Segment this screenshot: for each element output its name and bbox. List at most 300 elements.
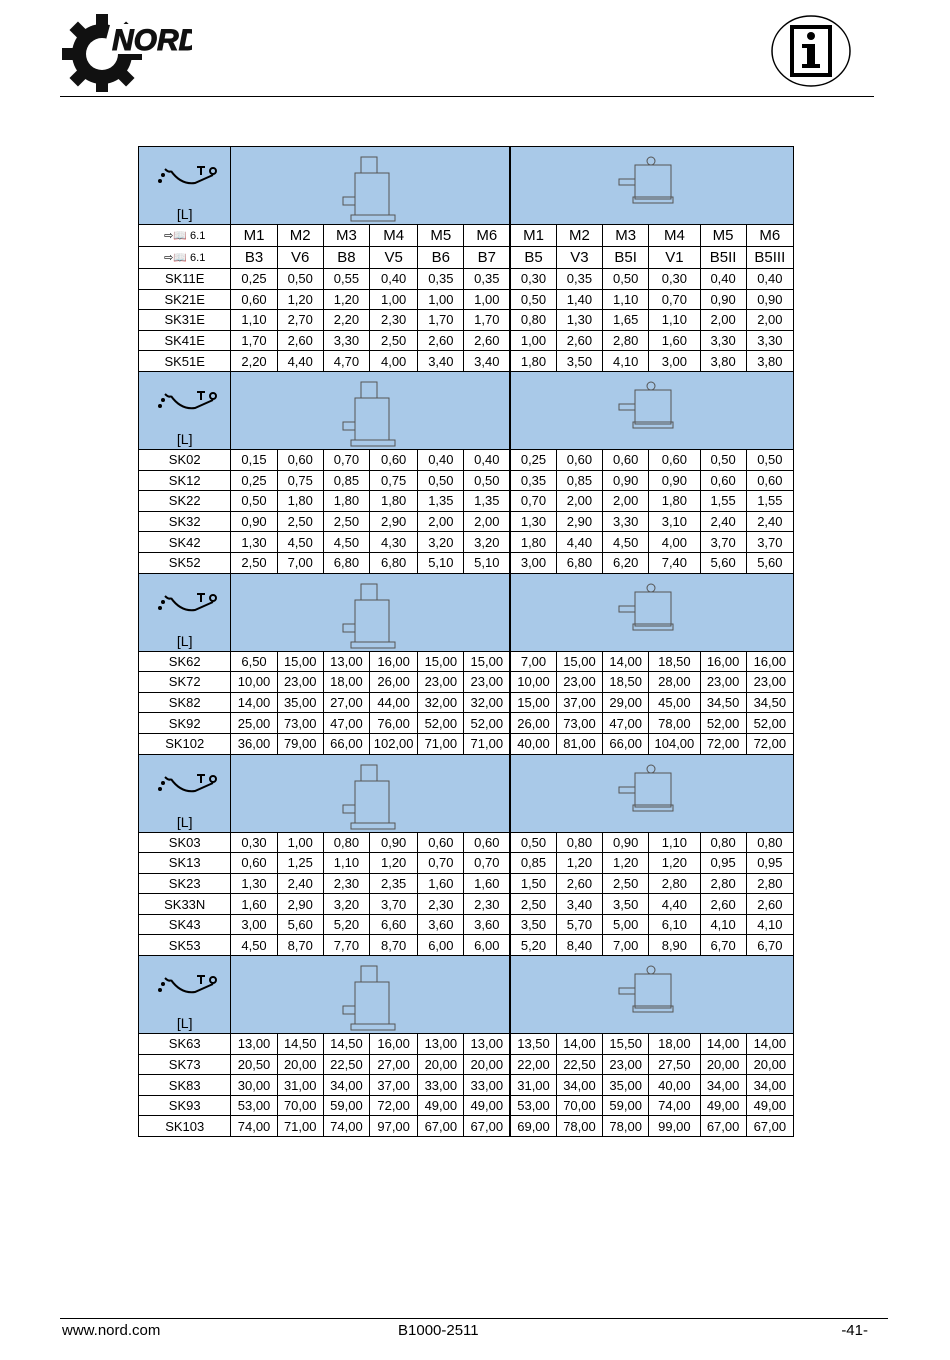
quantity-cell: 6,50 — [231, 651, 277, 672]
mounting-label: B5III — [746, 247, 793, 269]
quantity-cell: 2,50 — [370, 330, 418, 351]
quantity-cell: 2,35 — [370, 873, 418, 894]
quantity-cell: 16,00 — [746, 651, 793, 672]
quantity-cell: 20,00 — [746, 1054, 793, 1075]
mounting-label: B5 — [510, 247, 556, 269]
quantity-cell: 71,00 — [277, 1116, 323, 1137]
quantity-cell: 45,00 — [649, 692, 700, 713]
position-label: M6 — [746, 225, 793, 247]
quantity-cell: 3,20 — [464, 532, 510, 553]
quantity-cell: 0,25 — [231, 269, 277, 290]
quantity-cell: 0,90 — [370, 832, 418, 853]
quantity-cell: 14,00 — [231, 692, 277, 713]
quantity-cell: 0,80 — [746, 832, 793, 853]
quantity-cell: 23,00 — [700, 672, 746, 693]
gear-unit-foot-mounted-image — [231, 754, 510, 832]
quantity-cell: 1,80 — [370, 491, 418, 512]
quantity-cell: 13,00 — [323, 651, 369, 672]
quantity-cell: 0,25 — [510, 449, 556, 470]
table-row — [139, 289, 794, 310]
quantity-cell: 1,70 — [418, 310, 464, 331]
quantity-cell: 1,50 — [510, 873, 556, 894]
quantity-cell: 2,80 — [649, 873, 700, 894]
mounting-label: B3 — [231, 247, 277, 269]
quantity-cell: 22,00 — [510, 1054, 556, 1075]
mounting-label: V3 — [556, 247, 602, 269]
quantity-cell: 1,80 — [510, 532, 556, 553]
quantity-cell: 18,50 — [649, 651, 700, 672]
mounting-label: B5I — [603, 247, 649, 269]
quantity-cell: 4,00 — [649, 532, 700, 553]
model-cell: SK31E — [139, 310, 231, 331]
gear-unit-foot-mounted-image — [231, 956, 510, 1034]
quantity-cell: 22,50 — [323, 1054, 369, 1075]
mounting-label: B7 — [464, 247, 510, 269]
position-label: M2 — [556, 225, 602, 247]
quantity-cell: 20,00 — [700, 1054, 746, 1075]
quantity-cell: 2,50 — [510, 894, 556, 915]
quantity-cell: 1,80 — [649, 491, 700, 512]
gear-unit-flange-mounted-image — [510, 573, 793, 651]
table-row — [139, 552, 794, 573]
quantity-cell: 99,00 — [649, 1116, 700, 1137]
quantity-cell: 2,40 — [700, 511, 746, 532]
quantity-cell: 5,10 — [464, 552, 510, 573]
quantity-cell: 22,50 — [556, 1054, 602, 1075]
quantity-cell: 8,90 — [649, 935, 700, 956]
quantity-cell: 0,75 — [277, 470, 323, 491]
quantity-cell: 4,40 — [556, 532, 602, 553]
quantity-cell: 37,00 — [370, 1075, 418, 1096]
quantity-cell: 0,40 — [746, 269, 793, 290]
section-header — [139, 573, 794, 651]
nord-logo — [62, 10, 192, 92]
unit-label: [L] — [176, 813, 193, 830]
quantity-cell: 15,00 — [418, 651, 464, 672]
quantity-cell: 2,90 — [556, 511, 602, 532]
quantity-cell: 15,00 — [464, 651, 510, 672]
quantity-cell: 1,20 — [556, 853, 602, 874]
quantity-cell: 3,00 — [649, 351, 700, 372]
quantity-cell: 0,15 — [231, 449, 277, 470]
quantity-cell: 1,00 — [370, 289, 418, 310]
quantity-cell: 35,00 — [603, 1075, 649, 1096]
quantity-cell: 3,60 — [418, 914, 464, 935]
quantity-cell: 40,00 — [510, 733, 556, 754]
quantity-cell: 81,00 — [556, 733, 602, 754]
quantity-cell: 0,60 — [370, 449, 418, 470]
quantity-cell: 10,00 — [231, 672, 277, 693]
quantity-cell: 0,90 — [649, 470, 700, 491]
quantity-cell: 3,50 — [603, 894, 649, 915]
quantity-cell: 52,00 — [746, 713, 793, 734]
model-cell: SK12 — [139, 470, 231, 491]
quantity-cell: 3,50 — [510, 914, 556, 935]
quantity-cell: 0,25 — [231, 470, 277, 491]
quantity-cell: 3,30 — [323, 330, 369, 351]
quantity-cell: 3,70 — [370, 894, 418, 915]
quantity-cell: 8,70 — [277, 935, 323, 956]
quantity-cell: 5,60 — [700, 552, 746, 573]
quantity-cell: 2,60 — [556, 873, 602, 894]
quantity-cell: 15,00 — [277, 651, 323, 672]
table-row — [139, 310, 794, 331]
table-row — [139, 713, 794, 734]
quantity-cell: 74,00 — [231, 1116, 277, 1137]
table-row — [139, 894, 794, 915]
quantity-cell: 53,00 — [510, 1095, 556, 1116]
quantity-cell: 1,80 — [323, 491, 369, 512]
gear-unit-foot-mounted-image — [231, 371, 510, 449]
quantity-cell: 1,35 — [418, 491, 464, 512]
model-cell: SK21E — [139, 289, 231, 310]
quantity-cell: 74,00 — [323, 1116, 369, 1137]
quantity-cell: 0,35 — [510, 470, 556, 491]
quantity-cell: 1,35 — [464, 491, 510, 512]
quantity-cell: 78,00 — [556, 1116, 602, 1137]
quantity-cell: 32,00 — [418, 692, 464, 713]
quantity-cell: 0,90 — [231, 511, 277, 532]
quantity-cell: 0,50 — [464, 470, 510, 491]
quantity-cell: 4,70 — [323, 351, 369, 372]
unit-label: [L] — [176, 430, 193, 447]
model-cell: SK73 — [139, 1054, 231, 1075]
quantity-cell: 15,00 — [556, 651, 602, 672]
gear-unit-flange-mounted-image — [510, 956, 793, 1034]
quantity-cell: 7,40 — [649, 552, 700, 573]
quantity-cell: 2,30 — [418, 894, 464, 915]
quantity-cell: 33,00 — [418, 1075, 464, 1096]
table-row — [139, 873, 794, 894]
quantity-cell: 16,00 — [370, 651, 418, 672]
quantity-cell: 52,00 — [700, 713, 746, 734]
quantity-cell: 104,00 — [649, 733, 700, 754]
quantity-cell: 6,20 — [603, 552, 649, 573]
footer-doc-number: B1000-2511 — [398, 1322, 479, 1339]
quantity-cell: 0,70 — [510, 491, 556, 512]
info-icon — [770, 14, 852, 88]
table-row — [139, 351, 794, 372]
quantity-cell: 23,00 — [464, 672, 510, 693]
quantity-cell: 0,60 — [603, 449, 649, 470]
quantity-cell: 0,35 — [464, 269, 510, 290]
gear-unit-foot-mounted-image — [231, 573, 510, 651]
quantity-cell: 0,30 — [231, 832, 277, 853]
quantity-cell: 59,00 — [323, 1095, 369, 1116]
quantity-cell: 66,00 — [603, 733, 649, 754]
quantity-cell: 35,00 — [277, 692, 323, 713]
quantity-cell: 79,00 — [277, 733, 323, 754]
header-rule — [60, 96, 874, 97]
quantity-cell: 3,30 — [746, 330, 793, 351]
quantity-cell: 0,90 — [603, 470, 649, 491]
model-cell: SK22 — [139, 491, 231, 512]
model-cell: SK72 — [139, 672, 231, 693]
table-row — [139, 330, 794, 351]
quantity-cell: 4,40 — [277, 351, 323, 372]
quantity-cell: 73,00 — [556, 713, 602, 734]
quantity-cell: 6,70 — [746, 935, 793, 956]
quantity-cell: 14,00 — [556, 1034, 602, 1055]
quantity-cell: 5,60 — [746, 552, 793, 573]
quantity-cell: 0,30 — [510, 269, 556, 290]
quantity-cell: 1,10 — [231, 310, 277, 331]
quantity-cell: 40,00 — [649, 1075, 700, 1096]
quantity-cell: 67,00 — [418, 1116, 464, 1137]
quantity-cell: 8,70 — [370, 935, 418, 956]
table-row — [139, 853, 794, 874]
quantity-cell: 0,70 — [464, 853, 510, 874]
quantity-cell: 0,70 — [418, 853, 464, 874]
quantity-cell: 32,00 — [464, 692, 510, 713]
quantity-cell: 2,60 — [464, 330, 510, 351]
quantity-cell: 2,30 — [323, 873, 369, 894]
table-row — [139, 1075, 794, 1096]
table-row — [139, 672, 794, 693]
model-cell: SK41E — [139, 330, 231, 351]
table-row — [139, 832, 794, 853]
quantity-cell: 0,35 — [556, 269, 602, 290]
quantity-cell: 14,00 — [700, 1034, 746, 1055]
quantity-cell: 0,50 — [746, 449, 793, 470]
quantity-cell: 0,40 — [370, 269, 418, 290]
quantity-cell: 0,85 — [323, 470, 369, 491]
footer-website: www.nord.com — [62, 1322, 161, 1339]
quantity-cell: 0,55 — [323, 269, 369, 290]
quantity-cell: 6,00 — [464, 935, 510, 956]
quantity-cell: 4,10 — [746, 914, 793, 935]
model-cell: SK13 — [139, 853, 231, 874]
quantity-cell: 0,60 — [231, 289, 277, 310]
quantity-cell: 3,30 — [603, 511, 649, 532]
quantity-cell: 1,25 — [277, 853, 323, 874]
quantity-cell: 37,00 — [556, 692, 602, 713]
quantity-cell: 0,80 — [700, 832, 746, 853]
quantity-cell: 1,00 — [464, 289, 510, 310]
quantity-cell: 0,85 — [510, 853, 556, 874]
quantity-cell: 34,50 — [746, 692, 793, 713]
quantity-cell: 34,00 — [323, 1075, 369, 1096]
quantity-cell: 31,00 — [510, 1075, 556, 1096]
quantity-cell: 67,00 — [464, 1116, 510, 1137]
quantity-cell: 72,00 — [746, 733, 793, 754]
table-row — [139, 449, 794, 470]
quantity-cell: 27,00 — [370, 1054, 418, 1075]
mounting-type-row — [139, 247, 794, 269]
position-label: M3 — [603, 225, 649, 247]
table-row — [139, 651, 794, 672]
section-header — [139, 754, 794, 832]
position-label: M4 — [370, 225, 418, 247]
quantity-cell: 70,00 — [277, 1095, 323, 1116]
quantity-cell: 27,50 — [649, 1054, 700, 1075]
quantity-cell: 14,50 — [277, 1034, 323, 1055]
quantity-cell: 1,55 — [746, 491, 793, 512]
quantity-cell: 2,80 — [746, 873, 793, 894]
mounting-label: V5 — [370, 247, 418, 269]
quantity-cell: 2,40 — [746, 511, 793, 532]
quantity-cell: 0,80 — [510, 310, 556, 331]
quantity-cell: 2,30 — [464, 894, 510, 915]
quantity-cell: 6,00 — [418, 935, 464, 956]
quantity-cell: 1,30 — [510, 511, 556, 532]
quantity-cell: 71,00 — [464, 733, 510, 754]
model-cell: SK02 — [139, 449, 231, 470]
oil-level-icon — [139, 147, 231, 225]
table-row — [139, 1054, 794, 1075]
quantity-cell: 3,30 — [700, 330, 746, 351]
quantity-cell: 44,00 — [370, 692, 418, 713]
quantity-cell: 20,00 — [277, 1054, 323, 1075]
quantity-cell: 0,60 — [464, 832, 510, 853]
quantity-cell: 20,00 — [464, 1054, 510, 1075]
quantity-cell: 0,90 — [603, 832, 649, 853]
quantity-cell: 1,60 — [464, 873, 510, 894]
quantity-cell: 1,30 — [556, 310, 602, 331]
quantity-cell: 4,50 — [231, 935, 277, 956]
quantity-cell: 1,20 — [370, 853, 418, 874]
quantity-cell: 34,00 — [746, 1075, 793, 1096]
quantity-cell: 71,00 — [418, 733, 464, 754]
quantity-cell: 0,75 — [370, 470, 418, 491]
quantity-cell: 3,10 — [649, 511, 700, 532]
quantity-cell: 0,50 — [603, 269, 649, 290]
table-row — [139, 733, 794, 754]
quantity-cell: 20,00 — [418, 1054, 464, 1075]
quantity-cell: 6,60 — [370, 914, 418, 935]
quantity-cell: 6,80 — [323, 552, 369, 573]
mounting-label: B5II — [700, 247, 746, 269]
quantity-cell: 2,00 — [556, 491, 602, 512]
quantity-cell: 0,85 — [556, 470, 602, 491]
table-row — [139, 491, 794, 512]
quantity-cell: 2,60 — [556, 330, 602, 351]
quantity-cell: 7,00 — [603, 935, 649, 956]
quantity-cell: 13,00 — [418, 1034, 464, 1055]
quantity-cell: 1,80 — [277, 491, 323, 512]
section-header — [139, 956, 794, 1034]
quantity-cell: 2,00 — [700, 310, 746, 331]
position-label: M2 — [277, 225, 323, 247]
quantity-cell: 29,00 — [603, 692, 649, 713]
position-label: M1 — [510, 225, 556, 247]
quantity-cell: 102,00 — [370, 733, 418, 754]
gear-unit-flange-mounted-image — [510, 371, 793, 449]
table-row — [139, 1116, 794, 1137]
quantity-cell: 47,00 — [603, 713, 649, 734]
quantity-cell: 1,60 — [649, 330, 700, 351]
quantity-cell: 3,00 — [510, 552, 556, 573]
model-cell: SK83 — [139, 1075, 231, 1096]
quantity-cell: 26,00 — [510, 713, 556, 734]
quantity-cell: 0,60 — [556, 449, 602, 470]
quantity-cell: 1,10 — [649, 832, 700, 853]
quantity-cell: 1,65 — [603, 310, 649, 331]
quantity-cell: 23,00 — [277, 672, 323, 693]
quantity-cell: 0,60 — [700, 470, 746, 491]
quantity-cell: 0,40 — [464, 449, 510, 470]
quantity-cell: 0,60 — [649, 449, 700, 470]
quantity-cell: 0,60 — [418, 832, 464, 853]
quantity-cell: 1,80 — [510, 351, 556, 372]
unit-label: [L] — [176, 1015, 193, 1032]
footer-page-number: -41- — [841, 1322, 868, 1339]
quantity-cell: 53,00 — [231, 1095, 277, 1116]
quantity-cell: 6,80 — [370, 552, 418, 573]
quantity-cell: 5,20 — [323, 914, 369, 935]
quantity-cell: 52,00 — [464, 713, 510, 734]
quantity-cell: 66,00 — [323, 733, 369, 754]
quantity-cell: 0,50 — [510, 832, 556, 853]
table-row — [139, 470, 794, 491]
quantity-cell: 78,00 — [649, 713, 700, 734]
quantity-cell: 7,00 — [510, 651, 556, 672]
quantity-cell: 0,60 — [746, 470, 793, 491]
quantity-cell: 3,40 — [418, 351, 464, 372]
ref-label: 6.1 — [190, 252, 206, 264]
quantity-cell: 4,50 — [603, 532, 649, 553]
quantity-cell: 1,20 — [323, 289, 369, 310]
mounting-label: B8 — [323, 247, 369, 269]
quantity-cell: 2,40 — [277, 873, 323, 894]
quantity-cell: 1,20 — [603, 853, 649, 874]
quantity-cell: 4,40 — [649, 894, 700, 915]
quantity-cell: 3,80 — [746, 351, 793, 372]
quantity-cell: 72,00 — [700, 733, 746, 754]
gear-unit-foot-mounted-image — [231, 147, 510, 225]
ref-cell-m: ⇨📖 6.1 — [139, 225, 231, 247]
quantity-cell: 3,60 — [464, 914, 510, 935]
position-label: M3 — [323, 225, 369, 247]
model-cell: SK62 — [139, 651, 231, 672]
quantity-cell: 1,60 — [231, 894, 277, 915]
quantity-cell: 6,80 — [556, 552, 602, 573]
mounting-label: V6 — [277, 247, 323, 269]
quantity-cell: 23,00 — [556, 672, 602, 693]
quantity-cell: 13,50 — [510, 1034, 556, 1055]
quantity-cell: 0,50 — [231, 491, 277, 512]
oil-level-icon — [139, 754, 231, 832]
quantity-cell: 2,60 — [746, 894, 793, 915]
quantity-cell: 0,50 — [418, 470, 464, 491]
table-row — [139, 935, 794, 956]
quantity-cell: 4,00 — [370, 351, 418, 372]
quantity-cell: 18,50 — [603, 672, 649, 693]
quantity-cell: 20,50 — [231, 1054, 277, 1075]
model-cell: SK32 — [139, 511, 231, 532]
quantity-cell: 3,70 — [700, 532, 746, 553]
position-label: M5 — [418, 225, 464, 247]
model-cell: SK102 — [139, 733, 231, 754]
quantity-cell: 14,50 — [323, 1034, 369, 1055]
lubricant-quantity-table — [138, 146, 794, 1137]
oil-level-icon — [139, 371, 231, 449]
quantity-cell: 70,00 — [556, 1095, 602, 1116]
model-cell: SK92 — [139, 713, 231, 734]
quantity-cell: 67,00 — [700, 1116, 746, 1137]
quantity-cell: 73,00 — [277, 713, 323, 734]
quantity-cell: 7,70 — [323, 935, 369, 956]
quantity-cell: 3,20 — [323, 894, 369, 915]
quantity-cell: 5,70 — [556, 914, 602, 935]
mounting-label: V1 — [649, 247, 700, 269]
quantity-cell: 3,20 — [418, 532, 464, 553]
quantity-cell: 2,80 — [700, 873, 746, 894]
quantity-cell: 31,00 — [277, 1075, 323, 1096]
quantity-cell: 18,00 — [649, 1034, 700, 1055]
quantity-cell: 49,00 — [700, 1095, 746, 1116]
quantity-cell: 23,00 — [603, 1054, 649, 1075]
